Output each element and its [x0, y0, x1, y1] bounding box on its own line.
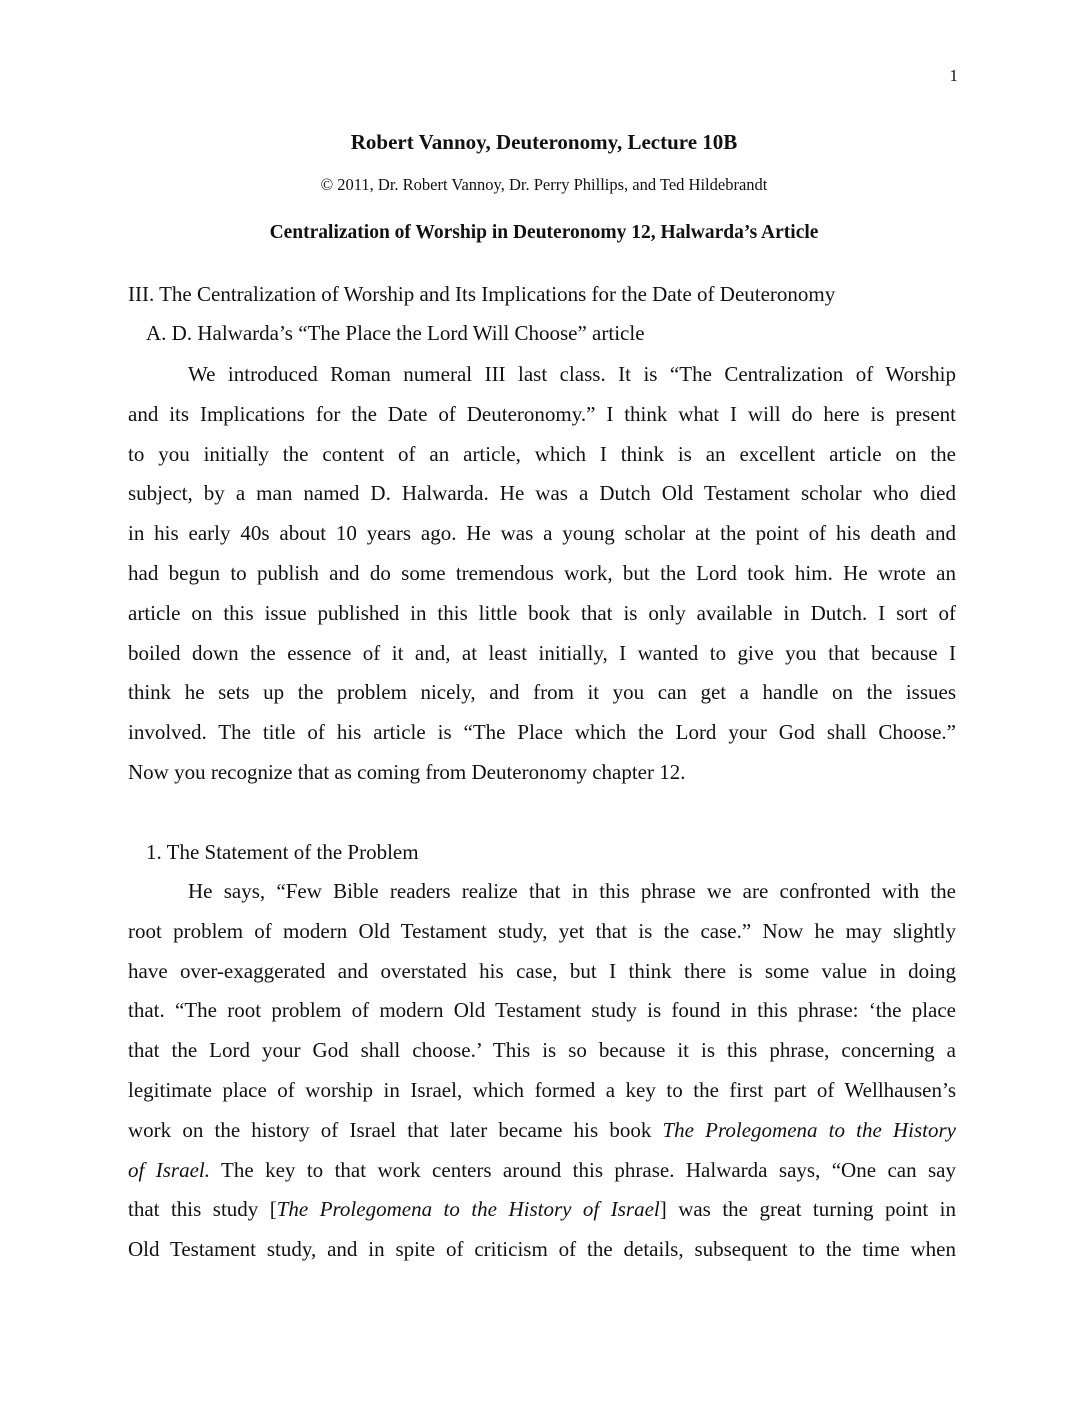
text-segment: ] was the great turning point in	[659, 1197, 956, 1221]
text-line	[128, 1158, 956, 1183]
text-segment: subject, by a man named D. Halwarda. He was a Dutch Old Testament scholar who died	[128, 481, 956, 505]
text-segment: involved. The title of his article is “The Place which the Lord your God shall Choose.”	[128, 720, 956, 744]
text-segment: that the Lord your God shall choose.’ This is so because it is this phrase, concerning a	[128, 1038, 956, 1062]
text-segment: We introduced Roman numeral III last class. It is “The Centralization of Worship	[188, 362, 956, 386]
italic-book-title: The Prolegomena to the History	[662, 1118, 956, 1142]
outline-heading-number: 1. The Statement of the Problem	[146, 840, 419, 864]
text-line	[128, 919, 956, 944]
italic-book-title: The Prolegomena to the History of Israel	[276, 1197, 660, 1221]
text-segment: had begun to publish and do some tremendous work, but the Lord took him. He wrote an	[128, 561, 956, 585]
outline-heading-letter: A. D. Halwarda’s “The Place the Lord Will Choose” article	[146, 321, 645, 345]
page-number: 1	[949, 66, 958, 85]
outline-heading-roman: III. The Centralization of Worship and Its Implications for the Date of Deuteronomy	[128, 282, 836, 306]
text-line	[128, 641, 956, 666]
copyright-line: © 2011, Dr. Robert Vannoy, Dr. Perry Phillips, and Ted Hildebrandt	[320, 175, 768, 194]
text-line	[128, 680, 956, 705]
text-segment: legitimate place of worship in Israel, which formed a key to the first part of Wellhausen’s	[128, 1078, 956, 1102]
text-line	[128, 561, 956, 586]
text-segment: Old Testament study, and in spite of criticism of the details, subsequent to the time when	[128, 1237, 956, 1261]
text-segment: work on the history of Israel that later became his book	[128, 1118, 663, 1142]
text-line	[188, 879, 956, 904]
text-line	[188, 362, 956, 387]
text-segment: to you initially the content of an article, which I think is an excellent article on the	[128, 442, 956, 466]
text-segment: root problem of modern Old Testament study, yet that is the case.” Now he may slightly	[128, 919, 956, 943]
text-segment: boiled down the essence of it and, at least initially, I wanted to give you that because I	[128, 641, 956, 665]
text-line	[128, 1038, 956, 1063]
text-line	[128, 521, 956, 546]
text-line	[128, 1078, 956, 1103]
document-title: Robert Vannoy, Deuteronomy, Lecture 10B	[350, 130, 738, 154]
text-line	[128, 402, 956, 427]
italic-book-title: of Israel.	[128, 1158, 210, 1182]
text-segment: have over-exaggerated and overstated his case, but I think there is some value in doing	[128, 959, 956, 983]
text-line	[128, 959, 956, 984]
text-segment: think he sets up the problem nicely, and from it you can get a handle on the issues	[128, 680, 956, 704]
text-segment: Now you recognize that as coming from Deuteronomy chapter 12.	[128, 760, 686, 784]
text-segment: that this study [	[128, 1197, 277, 1221]
text-line	[128, 481, 956, 506]
text-line	[128, 1118, 956, 1143]
text-line	[128, 1197, 956, 1222]
text-line	[128, 601, 956, 626]
text-segment: The key to that work centers around this phrase. Halwarda says, “One can say	[210, 1158, 957, 1182]
text-segment: that. “The root problem of modern Old Testament study is found in this phrase: ‘the place	[128, 998, 956, 1022]
text-segment: and its Implications for the Date of Deuteronomy.” I think what I will do here is present	[128, 402, 956, 426]
text-segment: article on this issue published in this little book that is only available in Dutch. I sort of	[128, 601, 956, 625]
text-line	[128, 998, 956, 1023]
text-segment: He says, “Few Bible readers realize that in this phrase we are confronted with the	[188, 879, 956, 903]
text-line	[128, 1237, 956, 1262]
text-segment: in his early 40s about 10 years ago. He was a young scholar at the point of his death and	[128, 521, 956, 545]
document-subtitle: Centralization of Worship in Deuteronomy 12, Halwarda’s Article	[269, 222, 819, 243]
text-line	[128, 442, 956, 467]
text-line	[128, 720, 956, 745]
text-line	[128, 760, 956, 785]
